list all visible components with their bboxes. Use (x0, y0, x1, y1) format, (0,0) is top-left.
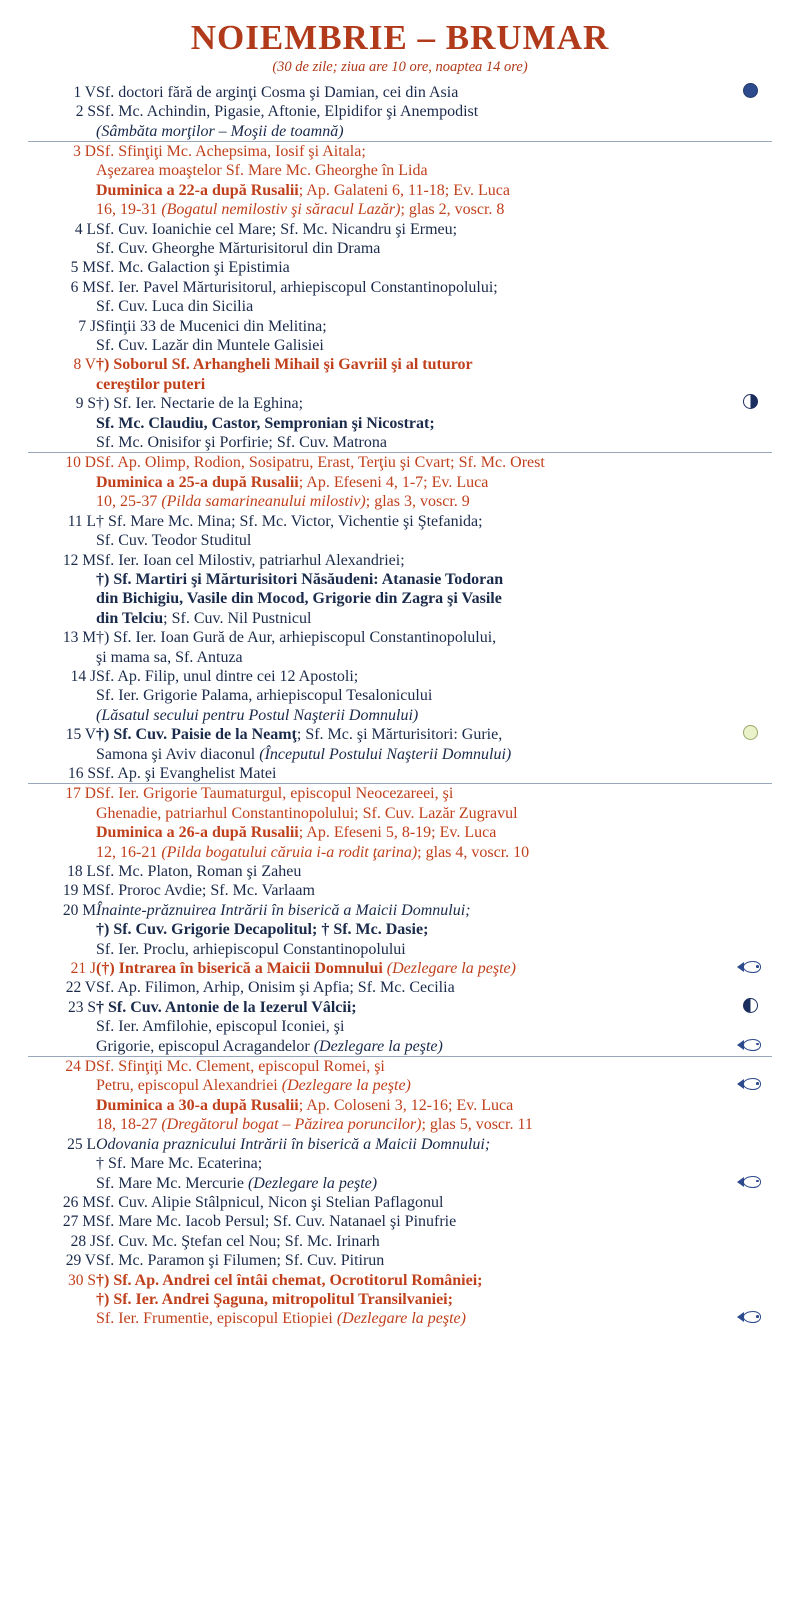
calendar-table (28, 83, 772, 1329)
fish-icon (737, 961, 763, 973)
calendar-row (28, 901, 772, 920)
moon-phase-full-icon (743, 83, 758, 98)
moon-or-fast-marker (728, 473, 772, 492)
moon-or-fast-marker (728, 609, 772, 628)
moon-or-fast-marker (728, 336, 772, 355)
calendar-row-continuation (28, 648, 772, 667)
moon-or-fast-marker (728, 278, 772, 297)
entry-text: Sf. Ier. Grigorie Taumaturgul, episcopul Neocezareei, şi (96, 784, 728, 804)
calendar-row-continuation (28, 122, 772, 142)
moon-or-fast-marker (728, 1232, 772, 1251)
day-number: 18 L (67, 863, 96, 880)
calendar-row-continuation (28, 1076, 772, 1095)
entry-text: Sf. Proroc Avdie; Sf. Mc. Varlaam (96, 882, 315, 900)
moon-or-fast-marker (728, 823, 772, 842)
day-number-empty (28, 1290, 96, 1309)
moon-or-fast-marker (728, 181, 772, 200)
entry-text: Sf. Cuv. Gheorghe Mărturisitorul din Drama (96, 240, 381, 257)
moon-or-fast-marker (728, 433, 772, 453)
day-number-empty (28, 492, 96, 511)
calendar-row-continuation (28, 181, 772, 200)
day-number: 7 J (78, 317, 96, 335)
day-number-empty (28, 804, 96, 823)
day-number-empty (28, 940, 96, 959)
calendar-row (28, 862, 772, 881)
calendar-row (28, 881, 772, 900)
entry-text: Petru, episcopul Alexandriei (Dezlegare la peşte) (96, 1077, 411, 1095)
entry-text: Sf. Ier. Ioan cel Milostiv, patriarhul Alexandriei; (96, 551, 405, 569)
calendar-row (28, 998, 772, 1017)
entry-text: (Lăsatul secului pentru Postul Naşterii Domnului) (96, 706, 419, 724)
day-number-empty (28, 297, 96, 316)
day-number: 29 V (65, 1252, 96, 1270)
calendar-row-continuation (28, 375, 772, 394)
calendar-row-continuation (28, 200, 772, 219)
moon-or-fast-marker (728, 667, 772, 686)
moon-or-fast-marker (728, 1154, 772, 1173)
calendar-row-continuation (28, 823, 772, 842)
calendar-row-continuation (28, 239, 772, 258)
day-number: 23 S (68, 998, 96, 1016)
moon-or-fast-marker (728, 1193, 772, 1212)
day-number: 24 D (28, 1057, 96, 1077)
moon-or-fast-marker (728, 102, 772, 121)
moon-or-fast-marker (728, 220, 772, 239)
moon-or-fast-marker (728, 492, 772, 511)
moon-or-fast-marker (728, 648, 772, 667)
calendar-row (28, 394, 772, 413)
day-number-empty (28, 823, 96, 842)
day-number: 30 S (68, 1271, 96, 1289)
calendar-row-continuation (28, 686, 772, 705)
calendar-row (28, 628, 772, 647)
calendar-row (28, 258, 772, 277)
entry-text: Sf. Cuv. Alipie Stâlpnicul, Nicon şi Stelian Paflagonul (96, 1193, 444, 1211)
entry-text: Înainte-prăznuirea Intrării în biserică a Maicii Domnului; (96, 901, 471, 919)
day-number: 26 M (62, 1193, 96, 1211)
moon-or-fast-marker (728, 83, 772, 102)
entry-text: †) Sf. Ap. Andrei cel întâi chemat, Ocrotitorul României; (96, 1271, 483, 1289)
day-number: 22 V (65, 979, 96, 997)
entry-text: Sf. Ier. Frumentie, episcopul Etiopiei (Dezlegare la peşte) (96, 1310, 466, 1328)
entry-text: † Sf. Cuv. Antonie de la Iezerul Vâlcii; (96, 998, 357, 1016)
moon-or-fast-marker (728, 706, 772, 725)
calendar-row-continuation (28, 1096, 772, 1115)
day-number: 16 S (68, 764, 96, 782)
moon-or-fast-marker (728, 512, 772, 531)
moon-or-fast-marker (728, 394, 772, 413)
entry-text: Sf. Mc. Achindin, Pigasie, Aftonie, Elpidifor şi Anempodist (96, 103, 479, 121)
calendar-row-continuation (28, 920, 772, 939)
entry-text: Sf. Ier. Grigorie Palama, arhiepiscopul Tesalonicului (96, 687, 433, 705)
moon-or-fast-marker (728, 901, 772, 920)
fish-icon (737, 1176, 763, 1188)
calendar-row-continuation (28, 414, 772, 433)
moon-or-fast-marker (728, 1115, 772, 1134)
moon-or-fast-marker (728, 804, 772, 823)
entry-text: cereştilor puteri (96, 375, 206, 393)
entry-text: Sf. Ap. şi Evanghelist Matei (96, 764, 277, 782)
calendar-row (28, 1212, 772, 1231)
calendar-row-continuation (28, 161, 772, 180)
entry-text: Sf. Ap. Filimon, Arhip, Onisim şi Apfia; Sf. Mc. Cecilia (96, 979, 455, 997)
entry-text: Sf. doctori fără de arginţi Cosma şi Damian, cei din Asia (96, 83, 459, 101)
moon-or-fast-marker (728, 725, 772, 744)
moon-or-fast-marker (728, 784, 772, 804)
moon-or-fast-marker (728, 1251, 772, 1270)
page-title (28, 20, 772, 57)
day-number: 4 L (74, 220, 96, 238)
calendar-row-continuation (28, 609, 772, 628)
calendar-row-continuation (28, 1115, 772, 1134)
day-number: 14 J (70, 667, 96, 685)
moon-or-fast-marker (728, 1096, 772, 1115)
moon-or-fast-marker (728, 317, 772, 336)
moon-or-fast-marker (728, 141, 772, 161)
day-number: 21 J (70, 960, 96, 978)
entry-text: Sf. Mc. Paramon şi Filumen; Sf. Cuv. Pitirun (96, 1252, 385, 1270)
calendar-row-continuation (28, 843, 772, 862)
moon-or-fast-marker (728, 959, 772, 978)
entry-text: Odovania praznicului Intrării în biserică a Maicii Domnului; (96, 1135, 491, 1153)
calendar-row-continuation (28, 804, 772, 823)
entry-text: † Sf. Mare Mc. Mina; Sf. Mc. Victor, Vichentie şi Ştefanida; (96, 512, 483, 530)
calendar-row (28, 551, 772, 570)
day-number-empty (28, 1076, 96, 1095)
entry-text: †) Sf. Cuv. Paisie de la Neamţ; Sf. Mc. şi Mărturisitori: Gurie, (96, 726, 503, 744)
calendar-row (28, 1135, 772, 1154)
day-number: 25 L (67, 1135, 96, 1153)
moon-or-fast-marker (728, 1212, 772, 1231)
day-number-empty (28, 1174, 96, 1193)
moon-or-fast-marker (728, 881, 772, 900)
calendar-row-continuation (28, 1154, 772, 1173)
moon-or-fast-marker (728, 414, 772, 433)
day-number-empty (28, 1096, 96, 1115)
moon-or-fast-marker (728, 355, 772, 374)
month-title-text: NOIEMBRIE – BRUMAR (190, 18, 610, 57)
entry-text: Sf. Sfinţiţi Mc. Achepsima, Iosif şi Aitala; (96, 141, 728, 161)
calendar-row-continuation (28, 531, 772, 550)
day-number-empty (28, 648, 96, 667)
calendar-row (28, 512, 772, 531)
calendar-row-continuation (28, 940, 772, 959)
calendar-row (28, 220, 772, 239)
entry-text: Duminica a 26-a după Rusalii; Ap. Efeseni 5, 8-19; Ev. Luca (96, 824, 497, 842)
calendar-row (28, 102, 772, 121)
entry-text: Samona şi Aviv diaconul (Începutul Postului Naşterii Domnului) (96, 745, 512, 763)
calendar-row-continuation (28, 1017, 772, 1036)
calendar-row (28, 1232, 772, 1251)
entry-text: Sf. Ap. Filip, unul dintre cei 12 Apostoli; (96, 667, 359, 685)
entry-text: Sf. Mare Mc. Mercurie (Dezlegare la peşte) (96, 1174, 378, 1192)
moon-or-fast-marker (728, 531, 772, 550)
moon-phase-lastq-icon (743, 394, 758, 409)
moon-or-fast-marker (728, 589, 772, 608)
entry-text: †) Sf. Ier. Ioan Gură de Aur, arhiepiscopul Constantinopolului, (96, 629, 497, 647)
entry-text: † Sf. Mare Mc. Ecaterina; (96, 1155, 263, 1173)
day-number: 8 V (73, 356, 96, 374)
entry-text: Duminica a 25-a după Rusalii; Ap. Efeseni 4, 1-7; Ev. Luca (96, 473, 489, 491)
moon-or-fast-marker (728, 920, 772, 939)
page-subtitle: (30 de zile; ziua are 10 ore, noaptea 14 ore) (272, 58, 528, 75)
entry-text: Sf. Cuv. Mc. Ştefan cel Nou; Sf. Mc. Irinarh (96, 1232, 380, 1250)
entry-text: 18, 18-27 (Dregătorul bogat – Păzirea poruncilor); glas 5, voscr. 11 (96, 1116, 533, 1134)
moon-or-fast-marker (728, 940, 772, 959)
day-number: 12 M (62, 551, 96, 569)
calendar-row-continuation (28, 745, 772, 764)
entry-text: †) Sf. Cuv. Grigorie Decapolitul; † Sf. Mc. Dasie; (96, 921, 429, 939)
entry-text: şi mama sa, Sf. Antuza (96, 648, 243, 666)
calendar-row (28, 1251, 772, 1270)
calendar-row (28, 355, 772, 374)
calendar-row-continuation (28, 492, 772, 511)
calendar-row (28, 725, 772, 744)
day-number-empty (28, 706, 96, 725)
entry-text: †) Sf. Ier. Andrei Şaguna, mitropolitul Transilvaniei; (96, 1290, 453, 1308)
moon-or-fast-marker (728, 161, 772, 180)
moon-or-fast-marker (728, 1076, 772, 1095)
entry-text: Sf. Mc. Galaction şi Epistimia (96, 259, 290, 277)
entry-text: din Telciu; Sf. Cuv. Nil Pustnicul (96, 609, 312, 627)
entry-text: Sf. Ier. Amfilohie, episcopul Iconiei, şi (96, 1018, 345, 1036)
day-number: 11 L (67, 512, 96, 530)
entry-text: Sf. Cuv. Lazăr din Muntele Galisiei (96, 337, 324, 355)
fish-icon (737, 1078, 763, 1090)
moon-or-fast-marker (728, 764, 772, 784)
fish-icon (737, 1039, 763, 1051)
day-number-empty (28, 122, 96, 142)
entry-text: †) Sf. Ier. Nectarie de la Eghina; (96, 395, 304, 413)
day-number-empty (28, 181, 96, 200)
entry-text: Sf. Cuv. Ioanichie cel Mare; Sf. Mc. Nicandru şi Ermeu; (96, 220, 458, 238)
calendar-row (28, 141, 772, 161)
day-number: 9 S (75, 395, 96, 413)
moon-or-fast-marker (728, 1271, 772, 1290)
calendar-row (28, 453, 772, 473)
calendar-row-continuation (28, 706, 772, 725)
moon-phase-new-icon (743, 725, 758, 740)
moon-or-fast-marker (728, 1057, 772, 1077)
entry-text: Duminica a 30-a după Rusalii; Ap. Coloseni 3, 12-16; Ev. Luca (96, 1096, 514, 1114)
moon-or-fast-marker (728, 1037, 772, 1057)
day-number-empty (28, 200, 96, 219)
day-number-empty (28, 843, 96, 862)
day-number: 15 V (65, 726, 96, 744)
day-number-empty (28, 1017, 96, 1036)
moon-or-fast-marker (728, 998, 772, 1017)
day-number: 1 V (73, 83, 96, 101)
entry-text: (†) Intrarea în biserică a Maicii Domnului (Dezlegare la peşte) (96, 960, 516, 978)
calendar-row-continuation (28, 473, 772, 492)
day-number: 10 D (28, 453, 96, 473)
calendar-row-continuation (28, 336, 772, 355)
entry-text: Sf. Mc. Claudiu, Castor, Sempronian şi Nicostrat; (96, 414, 435, 432)
calendar-row-continuation (28, 1174, 772, 1193)
day-number: 6 M (70, 278, 96, 296)
calendar-row-continuation (28, 433, 772, 453)
moon-or-fast-marker (728, 551, 772, 570)
entry-text: Sf. Mc. Onisifor şi Porfirie; Sf. Cuv. Matrona (96, 434, 387, 452)
day-number-empty (28, 473, 96, 492)
moon-or-fast-marker (728, 1174, 772, 1193)
entry-text: Sf. Cuv. Luca din Sicilia (96, 298, 254, 316)
day-number-empty (28, 686, 96, 705)
day-number: 17 D (28, 784, 96, 804)
day-number-empty (28, 1154, 96, 1173)
calendar-row-continuation (28, 570, 772, 589)
calendar-row-continuation (28, 1309, 772, 1328)
day-number: 20 M (62, 901, 96, 919)
day-number-empty (28, 375, 96, 394)
moon-or-fast-marker (728, 628, 772, 647)
moon-or-fast-marker (728, 686, 772, 705)
moon-or-fast-marker (728, 297, 772, 316)
day-number: 13 M (62, 629, 96, 647)
day-number-empty (28, 336, 96, 355)
moon-or-fast-marker (728, 122, 772, 142)
entry-text: (Sâmbăta morţilor – Moşii de toamnă) (96, 122, 344, 140)
moon-or-fast-marker (728, 1135, 772, 1154)
calendar-row (28, 83, 772, 102)
entry-text: Sf. Mare Mc. Iacob Persul; Sf. Cuv. Natanael şi Pinufrie (96, 1213, 457, 1231)
moon-or-fast-marker (728, 453, 772, 473)
fish-icon (737, 1311, 763, 1323)
day-number-empty (28, 414, 96, 433)
day-number: 19 M (62, 882, 96, 900)
calendar-row (28, 667, 772, 686)
moon-or-fast-marker (728, 1017, 772, 1036)
day-number: 27 M (62, 1213, 96, 1231)
entry-text: 10, 25-37 (Pilda samarineanului milostiv); glas 3, voscr. 9 (96, 493, 470, 511)
calendar-row (28, 278, 772, 297)
moon-or-fast-marker (728, 258, 772, 277)
moon-or-fast-marker (728, 978, 772, 997)
calendar-row (28, 978, 772, 997)
calendar-row (28, 764, 772, 784)
moon-or-fast-marker (728, 200, 772, 219)
day-number-empty (28, 531, 96, 550)
day-number: 5 M (70, 259, 96, 277)
day-number-empty (28, 920, 96, 939)
day-number-empty (28, 239, 96, 258)
entry-text: Grigorie, episcopul Acragandelor (Dezlegare la peşte) (96, 1037, 443, 1055)
moon-or-fast-marker (728, 745, 772, 764)
moon-or-fast-marker (728, 1290, 772, 1309)
day-number-empty (28, 609, 96, 628)
entry-text: Sf. Ap. Olimp, Rodion, Sosipatru, Erast, Terţiu şi Cvart; Sf. Mc. Orest (96, 453, 728, 473)
calendar-row (28, 784, 772, 804)
moon-or-fast-marker (728, 570, 772, 589)
moon-or-fast-marker (728, 843, 772, 862)
day-number-empty (28, 745, 96, 764)
calendar-row (28, 1193, 772, 1212)
moon-or-fast-marker (728, 1309, 772, 1328)
calendar-row (28, 1057, 772, 1077)
calendar-row (28, 959, 772, 978)
day-number-empty (28, 161, 96, 180)
entry-text: †) Soborul Sf. Arhangheli Mihail şi Gavriil şi al tuturor (96, 356, 473, 374)
moon-phase-firstq-icon (743, 998, 758, 1013)
entry-text: din Bichigiu, Vasile din Mocod, Grigorie din Zagra şi Vasile (96, 590, 502, 608)
entry-text: †) Sf. Martiri şi Mărturisitori Năsăudeni: Atanasie Todoran (96, 570, 504, 588)
day-number: 2 S (75, 103, 96, 121)
day-number-empty (28, 1115, 96, 1134)
entry-text: Ghenadie, patriarhul Constantinopolului; Sf. Cuv. Lazăr Zugravul (96, 804, 518, 822)
day-number-empty (28, 1037, 96, 1057)
entry-text: Sf. Sfinţiţi Mc. Clement, episcopul Romei, şi (96, 1057, 728, 1077)
calendar-row-continuation (28, 1037, 772, 1057)
moon-or-fast-marker (728, 862, 772, 881)
entry-text: 12, 16-21 (Pilda bogatului căruia i-a rodit ţarina); glas 4, voscr. 10 (96, 843, 530, 861)
day-number-empty (28, 570, 96, 589)
day-number: 3 D (28, 141, 96, 161)
calendar-body (28, 83, 772, 1329)
day-number: 28 J (70, 1232, 96, 1250)
day-number-empty (28, 433, 96, 453)
moon-or-fast-marker (728, 375, 772, 394)
entry-text: Aşezarea moaştelor Sf. Mare Mc. Gheorghe în Lida (96, 162, 428, 180)
calendar-row-continuation (28, 589, 772, 608)
entry-text: Sf. Mc. Platon, Roman şi Zaheu (96, 863, 302, 880)
entry-text: Sf. Ier. Proclu, arhiepiscopul Constantinopolului (96, 940, 406, 958)
entry-text: 16, 19-31 (Bogatul nemilostiv şi săracul Lazăr); glas 2, voscr. 8 (96, 201, 505, 219)
entry-text: Sfinţii 33 de Mucenici din Melitina; (96, 317, 327, 335)
calendar-row-continuation (28, 1290, 772, 1309)
entry-text: Sf. Ier. Pavel Mărturisitorul, arhiepiscopul Constantinopolului; (96, 278, 498, 296)
day-number-empty (28, 589, 96, 608)
calendar-row-continuation (28, 297, 772, 316)
entry-text: Duminica a 22-a după Rusalii; Ap. Galateni 6, 11-18; Ev. Luca (96, 181, 510, 199)
calendar-row (28, 1271, 772, 1290)
moon-or-fast-marker (728, 239, 772, 258)
day-number-empty (28, 1309, 96, 1328)
entry-text: Sf. Cuv. Teodor Studitul (96, 532, 252, 550)
calendar-row (28, 317, 772, 336)
